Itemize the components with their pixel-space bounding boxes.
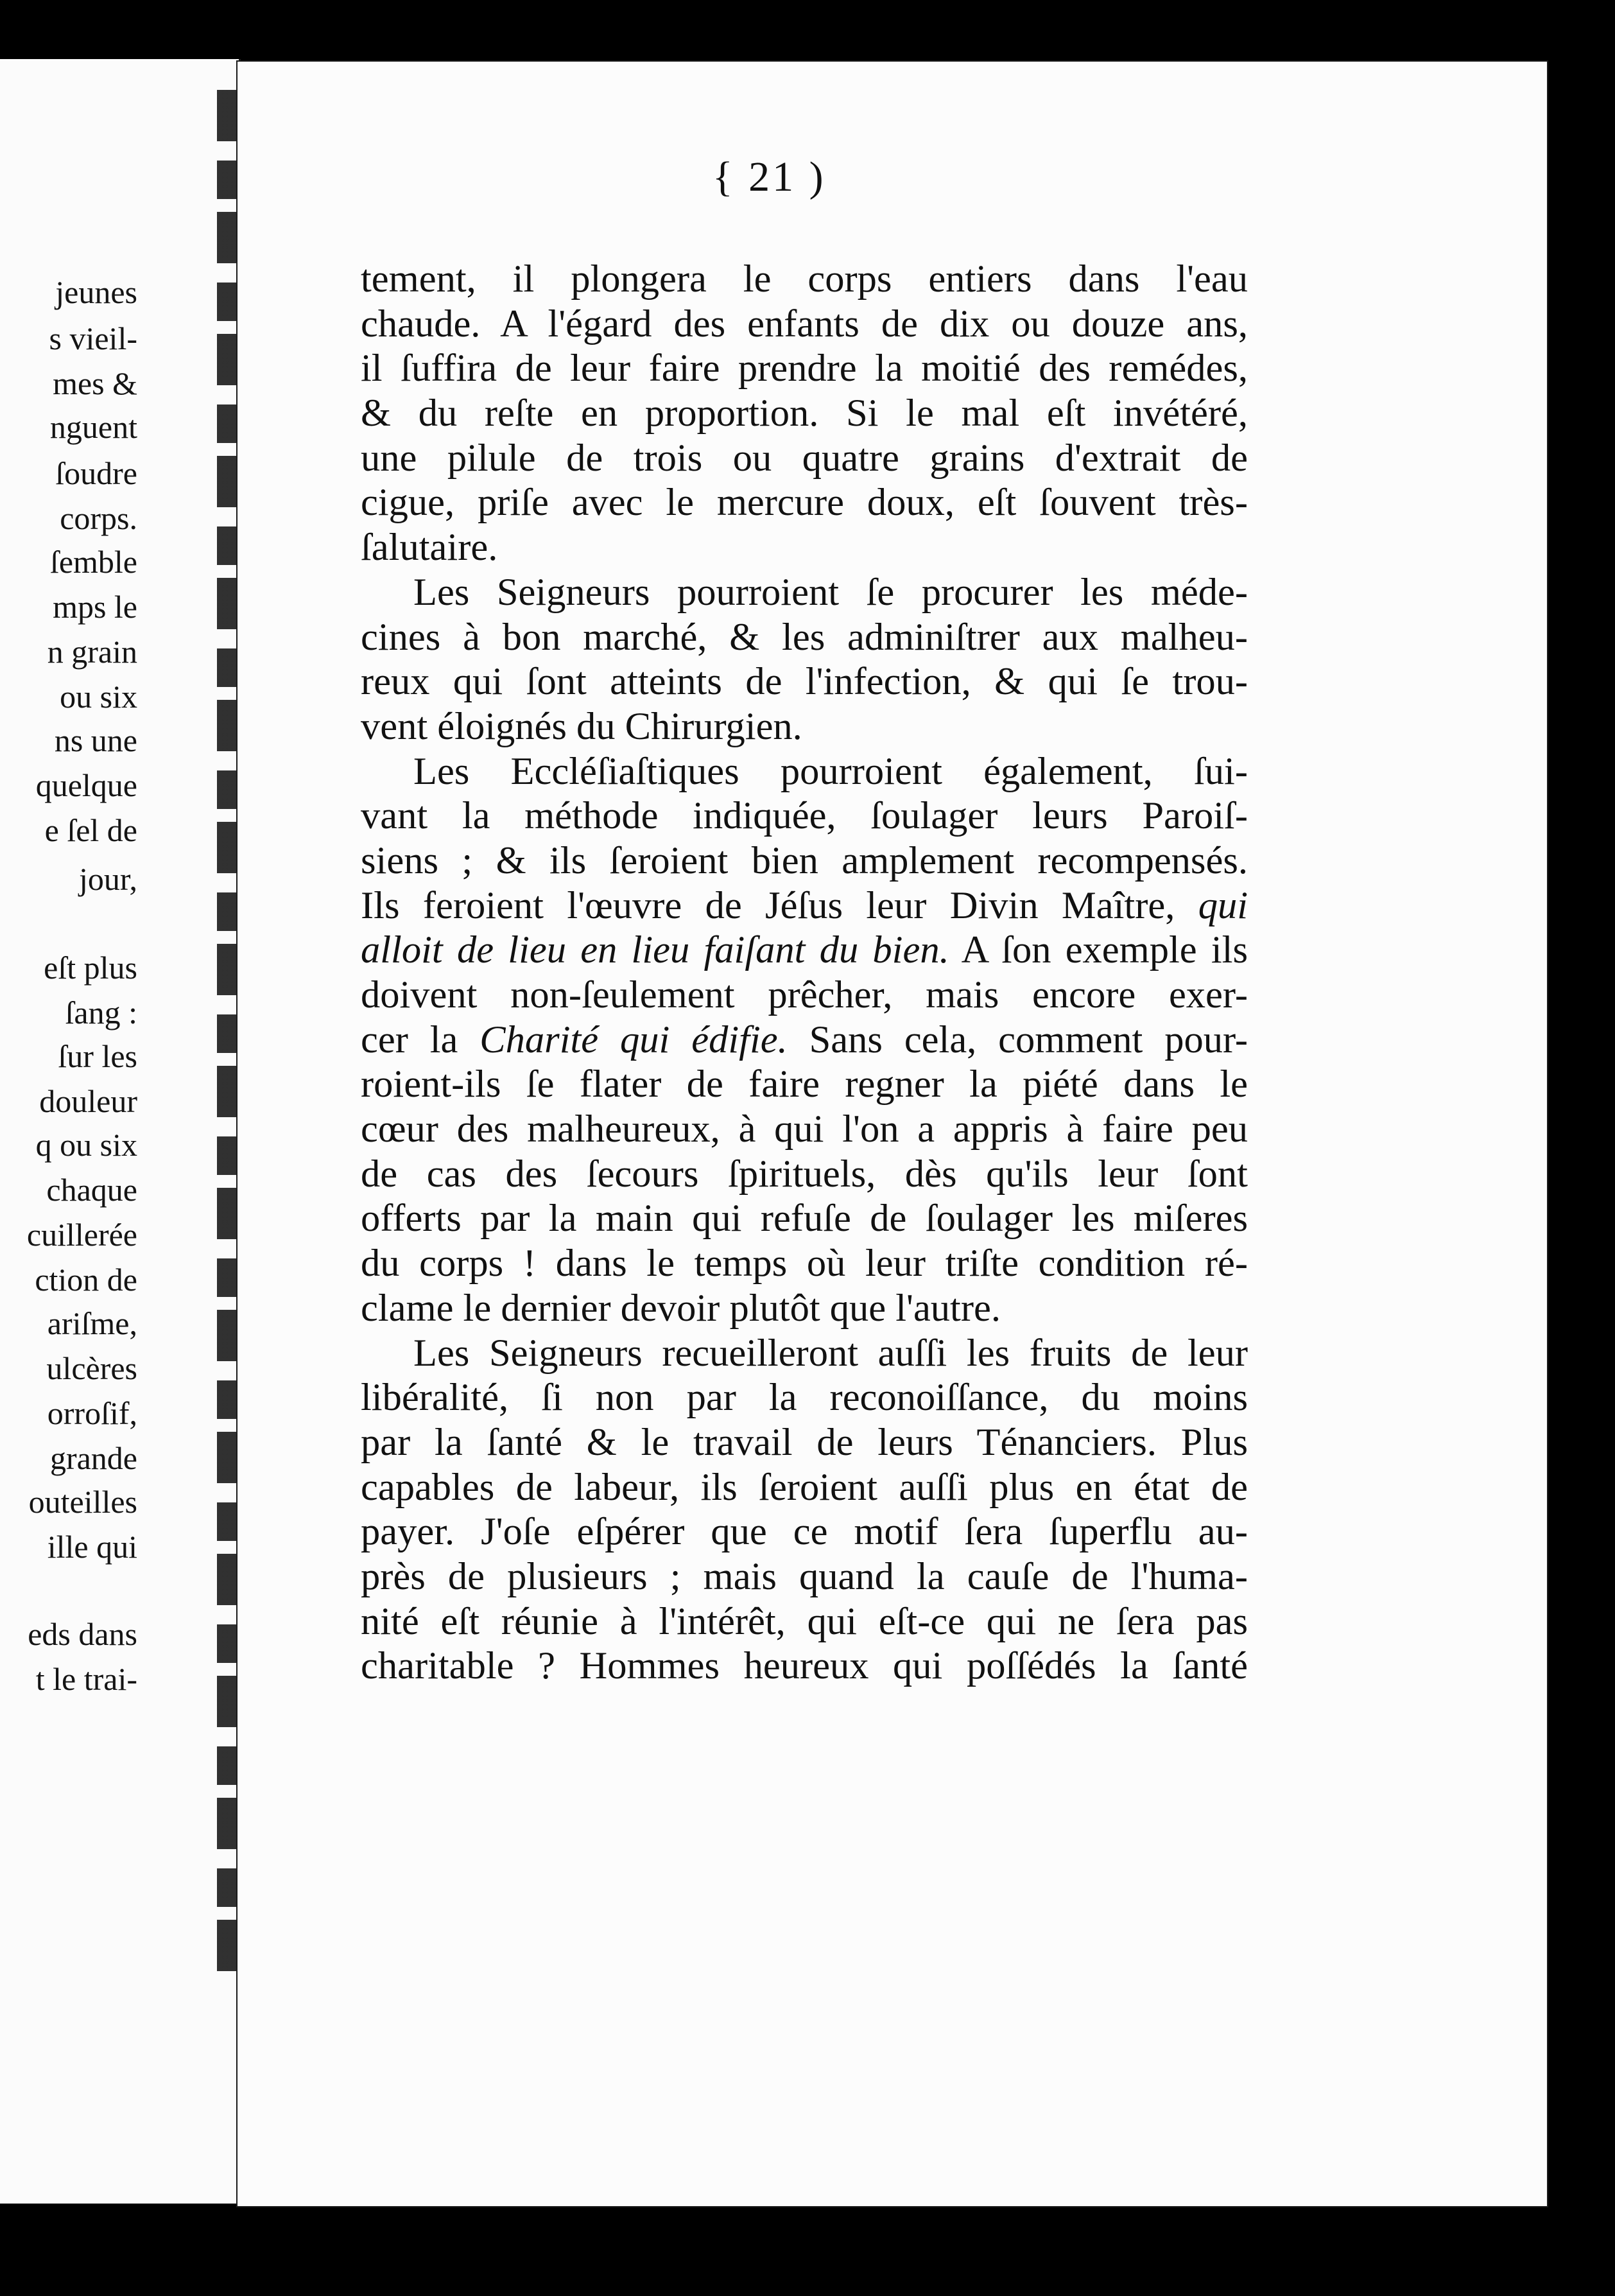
text-line: près de plusieurs ; mais quand la cauſe de l'huma- — [361, 1554, 1248, 1598]
text-segment: A ſon exemple ils — [961, 928, 1248, 972]
left-page-fragment — [0, 59, 241, 2204]
italic-segment: alloit de lieu en lieu faiſant du bien. — [361, 928, 949, 972]
text-line: & du reſte en proportion. Si le mal eſt invétéré, — [361, 392, 1248, 435]
left-text-line: corps. — [60, 500, 137, 536]
text-line: doivent non-ſeulement prêcher, mais encore exer- — [361, 973, 1248, 1016]
text-line: offerts par la main qui refuſe de ſoulager les miſeres — [361, 1197, 1248, 1240]
text-line: une pilule de trois ou quatre grains d'extrait de — [361, 436, 1248, 480]
text-segment: cer la — [361, 1018, 458, 1061]
left-text-line: cuillerée — [26, 1217, 137, 1253]
left-text-line: ariſme, — [47, 1305, 137, 1341]
italic-segment: Charité qui édifie. — [479, 1018, 788, 1061]
left-text-line: ſang : — [65, 995, 137, 1031]
left-text-line: q ou six — [35, 1127, 137, 1163]
text-line: roient-ils ſe flater de faire regner la piété dans le — [361, 1063, 1248, 1106]
left-text-line: jeunes — [55, 274, 137, 310]
page-number: { 21 ) — [712, 153, 826, 200]
text-line: Les Seigneurs pourroient ſe procurer les méde- — [413, 570, 1248, 614]
left-text-line: ction de — [35, 1262, 137, 1298]
text-line: tement, il plongera le corps entiers dans l'eau — [361, 257, 1248, 300]
text-line: libéralité, ſi non par la reconoiſſance, du moins — [361, 1376, 1248, 1420]
left-text-line: ille qui — [47, 1529, 137, 1565]
text-line: vant la méthode indiquée, ſoulager leurs Paroiſ- — [361, 794, 1248, 838]
main-text-block — [361, 257, 1248, 1689]
left-text-line: nguent — [49, 409, 137, 445]
left-text-line: outeilles — [28, 1484, 137, 1520]
text-line: clame le dernier devoir plutôt que l'autre. — [361, 1286, 1001, 1330]
text-line: cigue, priſe avec le mercure doux, eſt ſouvent très- — [361, 481, 1248, 525]
left-text-line: grande — [49, 1440, 137, 1476]
left-text-line: mps le — [53, 589, 137, 625]
left-text-line: chaque — [46, 1172, 137, 1208]
text-line: payer. J'oſe eſpérer que ce motif ſera ſuperflu au- — [361, 1510, 1248, 1554]
text-segment: Ils feroient l'œuvre de Jéſus leur Divin Maître, — [361, 883, 1175, 927]
text-line — [361, 1018, 1248, 1063]
text-line: de cas des ſecours ſpirituels, dès qu'ils leur ſont — [361, 1152, 1248, 1196]
left-text-line: douleur — [39, 1083, 137, 1119]
text-line: Les Eccléſiaſtiques pourroient également, ſui- — [413, 749, 1248, 793]
left-text-line: e ſel de — [44, 812, 137, 848]
left-text-line: jour, — [78, 861, 137, 897]
text-line: capables de labeur, ils ſeroient auſſi plus en état de — [361, 1465, 1248, 1509]
italic-segment: qui — [1198, 883, 1248, 927]
text-line: par la ſanté & le travail de leurs Ténanciers. Plus — [361, 1420, 1248, 1464]
left-text-line: ns une — [54, 722, 137, 758]
left-text-line: orroſif, — [47, 1395, 137, 1431]
text-line: chaude. A l'égard des enfants de dix ou douze ans, — [361, 302, 1248, 345]
text-line: cines à bon marché, & les adminiſtrer aux malheu- — [361, 615, 1248, 659]
text-line: cœur des malheureux, à qui l'on a appris à faire peu — [361, 1108, 1248, 1151]
text-line: du corps ! dans le temps où leur triſte condition ré- — [361, 1242, 1248, 1285]
left-text-line: ſoudre — [55, 455, 137, 491]
text-line — [361, 928, 1248, 973]
text-line: siens ; & ils ſeroient bien amplement recompensés. — [361, 839, 1248, 882]
left-text-line: eſt plus — [44, 950, 137, 986]
left-text-line: mes & — [53, 365, 137, 401]
text-line: charitable ? Hommes heureux qui poſſédés la ſanté — [361, 1644, 1248, 1688]
text-segment: Sans cela, comment pour- — [809, 1018, 1248, 1061]
text-line: nité eſt réunie à l'intérêt, qui eſt-ce qui ne ſera pas — [361, 1599, 1248, 1643]
text-line: il ſuffira de leur faire prendre la moitié des remédes, — [361, 347, 1248, 390]
text-line: reux qui ſont atteints de l'infection, & qui ſe trou- — [361, 660, 1248, 704]
left-text-line: s vieil- — [49, 320, 137, 356]
text-line: ſalutaire. — [361, 526, 498, 570]
left-text-line: ou six — [60, 679, 137, 715]
text-line: Les Seigneurs recueilleront auſſi les fruits de leur — [413, 1331, 1248, 1375]
left-text-line: ulcères — [46, 1350, 137, 1386]
text-line — [361, 883, 1248, 928]
left-text-line: ſemble — [49, 544, 137, 580]
left-text-line: t le trai- — [35, 1661, 137, 1697]
text-line: vent éloignés du Chirurgien. — [361, 704, 802, 748]
left-text-line: eds dans — [28, 1616, 137, 1652]
left-text-line: ſur les — [58, 1038, 137, 1074]
left-text-line: quelque — [35, 767, 137, 803]
left-text-line: n grain — [47, 634, 137, 670]
